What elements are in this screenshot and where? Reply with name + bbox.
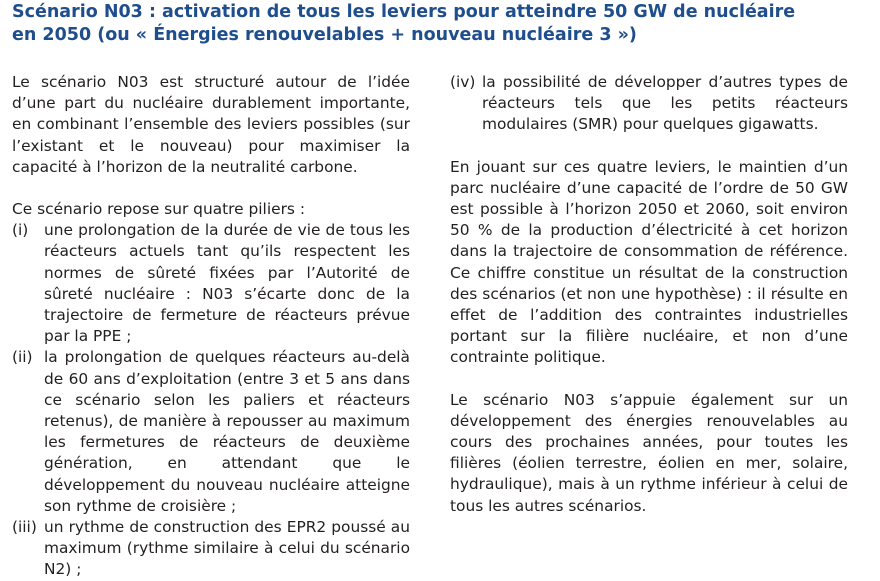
pillar-item-ii xyxy=(12,347,410,517)
pillar-text: un rythme de construction des EPR2 poussé au maximum (rythme similaire à celui du scénario N2) ; xyxy=(44,518,410,579)
paragraph-spacer xyxy=(450,369,848,390)
paragraph-spacer xyxy=(12,178,410,199)
pillars-intro: Ce scénario repose sur quatre piliers : xyxy=(12,200,306,219)
renewables-paragraph: Le scénario N03 s’appuie également sur un développement des énergies renouvelables au cours des prochaines années, pour toutes les filières (éolien terrestre, éolien en mer, solaire, hydraulique), mais à un rythme inférieur à celui de tous les autres scénarios. xyxy=(450,390,848,515)
pillar-item-i xyxy=(12,220,410,347)
scenario-title-line-2: en 2050 (ou « Énergies renouvelables + nouveau nucléaire 3 ») xyxy=(12,25,637,45)
pillar-marker: (ii) xyxy=(12,348,33,367)
left-column xyxy=(12,72,410,581)
pillar-text: la possibilité de développer d’autres types de réacteurs tels que les petits réacteurs modulaires (SMR) pour quelques gigawatts. xyxy=(482,73,848,134)
capacity-paragraph: En jouant sur ces quatre leviers, le maintien d’un parc nucléaire d’une capacité de l’ordre de 50 GW est possible à l’horizon 2050 et 2060, soit environ 50 % de la production d’électricité à cet horizon dans la trajectoire de consommation de référence. Ce chiffre constitue un résultat de la construction des scénarios (et non une hypothèse) : il résulte en effet de l’addition des contraintes industrielles portant sur la filière nucléaire, et non d’une contrainte politique. xyxy=(450,157,848,367)
pillar-text: une prolongation de la durée de vie de tous les réacteurs actuels tant qu’ils respectent les normes de sûreté fixées par l’Autorité de sûreté nucléaire : N03 s’écarte donc de la trajectoire de fermeture de réacteurs prévue par la PPE ; xyxy=(44,221,410,346)
pillar-item-iv xyxy=(450,72,848,136)
scenario-title xyxy=(12,1,872,47)
pillar-marker: (i) xyxy=(12,221,29,240)
paragraph-spacer xyxy=(450,136,848,157)
intro-paragraph: Le scénario N03 est structuré autour de l’idée d’une part du nucléaire durablement importante, en combinant l’ensemble des leviers possibles (sur l’existant et le nouveau) pour maximiser la capacité à l’horizon de la neutralité carbone. xyxy=(12,73,410,176)
pillar-marker: (iii) xyxy=(12,518,37,537)
right-column xyxy=(450,72,848,517)
pillar-marker: (iv) xyxy=(450,73,476,91)
scenario-title-line-1: Scénario N03 : activation de tous les leviers pour atteindre 50 GW de nucléaire xyxy=(12,2,796,22)
pillar-item-iii xyxy=(12,517,410,581)
pillar-text: la prolongation de quelques réacteurs au-delà de 60 ans d’exploitation (entre 3 et 5 ans dans ce scénario selon les paliers et réacteurs retenus), de manière à repousser au maximum les fermetures de réacteurs de deuxième génération, en attendant que le développement du nouveau nucléaire atteigne son rythme de croisière ; xyxy=(44,348,410,515)
